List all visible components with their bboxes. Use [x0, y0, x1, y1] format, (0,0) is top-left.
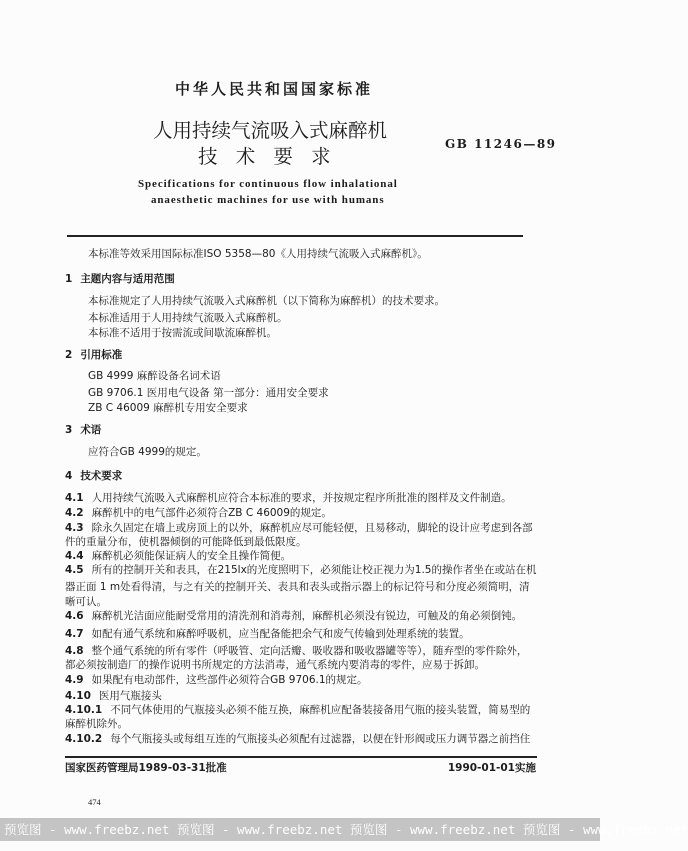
section-title: 主题内容与适用范围 — [80, 273, 175, 285]
clause-4-8-cont: 都必须按制造厂的操作说明书所规定的方法消毒，通气系统内要消毒的零件，应易于拆卸。 — [65, 659, 485, 671]
clause-number: 4.10.1 — [65, 704, 103, 716]
clause-number: 4.4 — [65, 550, 84, 562]
clause-text: 除永久固定在墙上或房顶上的以外，麻醉机应尽可能轻便，且易移动，脚轮的设计应考虑到各部 — [91, 522, 533, 534]
section-title: 引用标准 — [80, 349, 123, 361]
clause-text: 如果配有电动部件，这些部件必须符合GB 9706.1的规定。 — [91, 674, 368, 686]
clause-4-5 — [65, 564, 536, 577]
clause-text: 不同气体使用的气瓶接头必须不能互换，麻醉机应配备装接备用气瓶的接头装置，简易型的 — [110, 704, 531, 716]
clause-4-9 — [65, 674, 368, 687]
clause-text: 每个气瓶接头或每组互连的气瓶接头必须配有过滤器，以便在针形阀或压力调节器之前挡住 — [110, 733, 531, 745]
clause-4-8 — [65, 645, 527, 658]
section-1-heading — [65, 273, 175, 286]
reference-item: GB 4999 麻醉设备名词术语 — [88, 370, 221, 382]
clause-text: 医用气瓶接头 — [98, 690, 162, 702]
section-number: 4 — [65, 470, 73, 482]
section-title: 术语 — [80, 424, 102, 436]
section-number: 1 — [65, 273, 73, 285]
effective-date: 1990-01-01实施 — [447, 762, 536, 774]
clause-number: 4.7 — [65, 628, 84, 640]
watermark-band: 预览图 - www.freebz.net 预览图 - www.freebz.net 预览图 - www.freebz.net 预览图 - www.freebz.net — [0, 818, 600, 841]
clause-4-6 — [65, 610, 522, 623]
clause-4-7 — [65, 628, 470, 641]
page-number: 474 — [88, 797, 101, 807]
clause-4-10 — [65, 690, 162, 703]
english-title-line1: Specifications for continuous flow inhalational — [138, 178, 398, 190]
clause-4-2 — [65, 507, 332, 520]
reference-item: GB 9706.1 医用电气设备 第一部分：通用安全要求 — [88, 387, 329, 399]
standard-code: GB 11246—89 — [445, 137, 557, 151]
clause-number: 4.8 — [65, 645, 84, 657]
clause-text: 麻醉机光洁面应能耐受常用的清洗剂和消毒剂，麻醉机必须没有锐边，可触及的角必须倒钝。 — [91, 610, 523, 622]
section-4-heading — [65, 470, 122, 483]
clause-4-5-cont2: 晰可认。 — [65, 596, 107, 608]
clause-number: 4.10.2 — [65, 733, 103, 745]
intro-text: 本标准等效采用国际标准ISO 5358—80《人用持续气流吸入式麻醉机》。 — [88, 248, 428, 260]
clause-4-10-1 — [65, 704, 530, 717]
clause-number: 4.1 — [65, 492, 84, 504]
clause-4-1 — [65, 492, 512, 505]
clause-number: 4.9 — [65, 674, 84, 686]
section-2-heading — [65, 349, 122, 362]
approval-date: 国家医药管理局1989-03-31批准 — [65, 762, 227, 774]
english-title-line2: anaesthetic machines for use with humans — [151, 194, 385, 206]
clause-4-10-2 — [65, 733, 530, 746]
footer-rule — [65, 756, 537, 758]
section-3-line: 应符合GB 4999的规定。 — [88, 446, 207, 458]
document-subtitle: 技 术 要 求 — [198, 145, 337, 168]
clause-number: 4.10 — [65, 690, 91, 702]
clause-number: 4.5 — [65, 564, 84, 576]
clause-4-3 — [65, 522, 533, 535]
clause-number: 4.3 — [65, 522, 84, 534]
section-title: 技术要求 — [80, 470, 123, 482]
clause-4-5-cont: 器正面 1 m处看得清，与之有关的控制开关、表具和表头或指示器上的标记符号和分度必须简明，清 — [65, 581, 530, 593]
header-rule — [67, 235, 523, 237]
clause-text: 整个通气系统的所有零件（呼吸管、定向活瓣、吸收器和吸收器罐等等），随弃型的零件除外， — [91, 645, 528, 657]
section-1-line: 本标准规定了人用持续气流吸入式麻醉机（以下简称为麻醉机）的技术要求。 — [88, 295, 445, 307]
clause-text: 麻醉机中的电气部件必须符合ZB C 46009的规定。 — [91, 507, 332, 519]
clause-4-3-cont: 件的重量分布，使机器倾倒的可能降低到最低限度。 — [65, 536, 307, 548]
clause-text: 如配有通气系统和麻醉呼吸机，应当配备能把余气和废气传输到处理系统的装置。 — [91, 628, 470, 640]
clause-4-10-1-cont: 麻醉机除外。 — [65, 718, 128, 730]
section-number: 3 — [65, 424, 73, 436]
clause-text: 人用持续气流吸入式麻醉机应符合本标准的要求，并按规定程序所批准的图样及文件制造。 — [91, 492, 512, 504]
clause-4-4 — [65, 550, 291, 563]
clause-number: 4.2 — [65, 507, 84, 519]
national-standard-heading: 中华人民共和国国家标准 — [175, 80, 374, 98]
clause-text: 麻醉机必须能保证病人的安全且操作简便。 — [91, 550, 292, 562]
document-title: 人用持续气流吸入式麻醉机 — [153, 119, 388, 142]
section-number: 2 — [65, 349, 73, 361]
section-3-heading — [65, 424, 101, 437]
section-1-line: 本标准不适用于按需流或间歇流麻醉机。 — [88, 327, 277, 339]
clause-text: 所有的控制开关和表具，在215lx的光度照明下，必须能让校正视力为1.5的操作者坐在或站在机 — [91, 564, 537, 576]
reference-item: ZB C 46009 麻醉机专用安全要求 — [88, 402, 248, 414]
section-1-line: 本标准适用于人用持续气流吸入式麻醉机。 — [88, 312, 288, 324]
clause-number: 4.6 — [65, 610, 84, 622]
